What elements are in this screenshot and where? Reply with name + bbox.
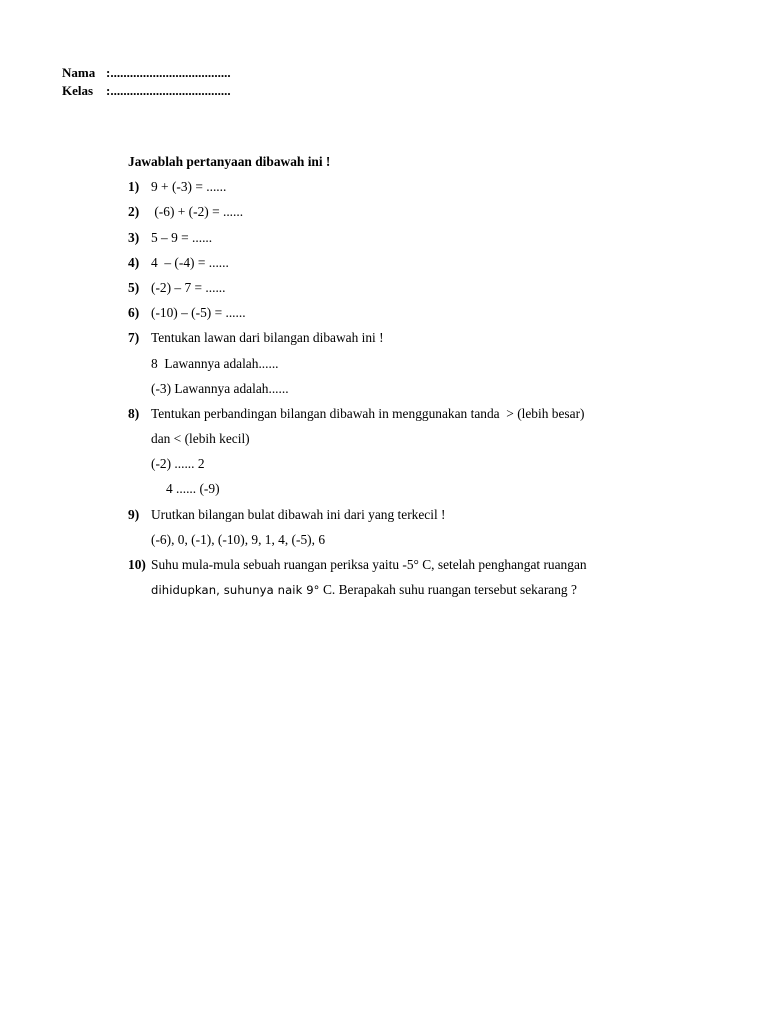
kelas-field: :..................................... xyxy=(106,83,231,98)
question-6 xyxy=(128,303,668,328)
question-7-item-1 xyxy=(128,354,668,379)
question-7 xyxy=(128,328,668,353)
sub-item-text: 4 ...... (-9) xyxy=(166,481,220,497)
question-text: Tentukan lawan dari bilangan dibawah ini ! xyxy=(151,330,384,346)
question-number: 9) xyxy=(128,506,140,522)
question-number: 6) xyxy=(128,305,140,321)
question-10-continuation xyxy=(128,580,668,605)
question-1 xyxy=(128,177,668,202)
question-7-item-2 xyxy=(128,379,668,404)
question-text: (-6) + (-2) = ...... xyxy=(151,204,244,220)
kelas-row xyxy=(62,82,231,100)
question-number: 1) xyxy=(128,179,140,195)
question-2 xyxy=(128,202,668,227)
question-number: 5) xyxy=(128,279,140,295)
question-text-continued-b: C. Berapakah suhu ruangan tersebut sekarang ? xyxy=(319,582,577,598)
question-text: Suhu mula-mula sebuah ruangan periksa yaitu -5° C, setelah penghangat ruangan xyxy=(151,557,587,572)
question-text: 4 – (-4) = ...... xyxy=(151,254,229,270)
question-text: 5 – 9 = ...... xyxy=(151,229,213,245)
question-text: (-10) – (-5) = ...... xyxy=(151,305,246,321)
question-number: 2) xyxy=(128,204,140,220)
nama-field: :..................................... xyxy=(106,65,231,80)
question-10 xyxy=(128,555,668,580)
question-text-continued-a: dihidupkan, suhunya naik 9° xyxy=(151,583,320,598)
student-info-header xyxy=(62,64,231,100)
sub-item-text: (-3) Lawannya adalah...... xyxy=(151,380,289,396)
question-list xyxy=(128,152,668,605)
nama-row xyxy=(62,64,231,82)
question-text: Urutkan bilangan bulat dibawah ini dari yang terkecil ! xyxy=(151,506,446,522)
question-9-item-1 xyxy=(128,530,668,555)
question-8-item-2 xyxy=(128,479,668,504)
question-8-item-1 xyxy=(128,454,668,479)
nama-label: Nama xyxy=(62,65,96,80)
question-4 xyxy=(128,253,668,278)
question-8 xyxy=(128,404,668,429)
question-number: 3) xyxy=(128,229,140,245)
question-3 xyxy=(128,228,668,253)
kelas-label: Kelas xyxy=(62,83,94,98)
question-text: Tentukan perbandingan bilangan dibawah in menggunakan tanda > (lebih besar) xyxy=(151,405,585,421)
sub-item-text: (-6), 0, (-1), (-10), 9, 1, 4, (-5), 6 xyxy=(151,531,326,547)
instruction-text: Jawablah pertanyaan dibawah ini ! xyxy=(128,154,331,169)
question-5 xyxy=(128,278,668,303)
question-number: 10) xyxy=(128,557,146,572)
question-text-continued: dan < (lebih kecil) xyxy=(151,431,250,447)
sub-item-text: (-2) ...... 2 xyxy=(151,456,205,472)
sub-item-text: 8 Lawannya adalah...... xyxy=(151,355,279,371)
question-number: 4) xyxy=(128,254,140,270)
question-text: (-2) – 7 = ...... xyxy=(151,279,226,295)
question-text: 9 + (-3) = ...... xyxy=(151,179,227,195)
question-8-continuation xyxy=(128,429,668,454)
question-number: 8) xyxy=(128,405,140,421)
question-9 xyxy=(128,505,668,530)
question-number: 7) xyxy=(128,330,140,346)
